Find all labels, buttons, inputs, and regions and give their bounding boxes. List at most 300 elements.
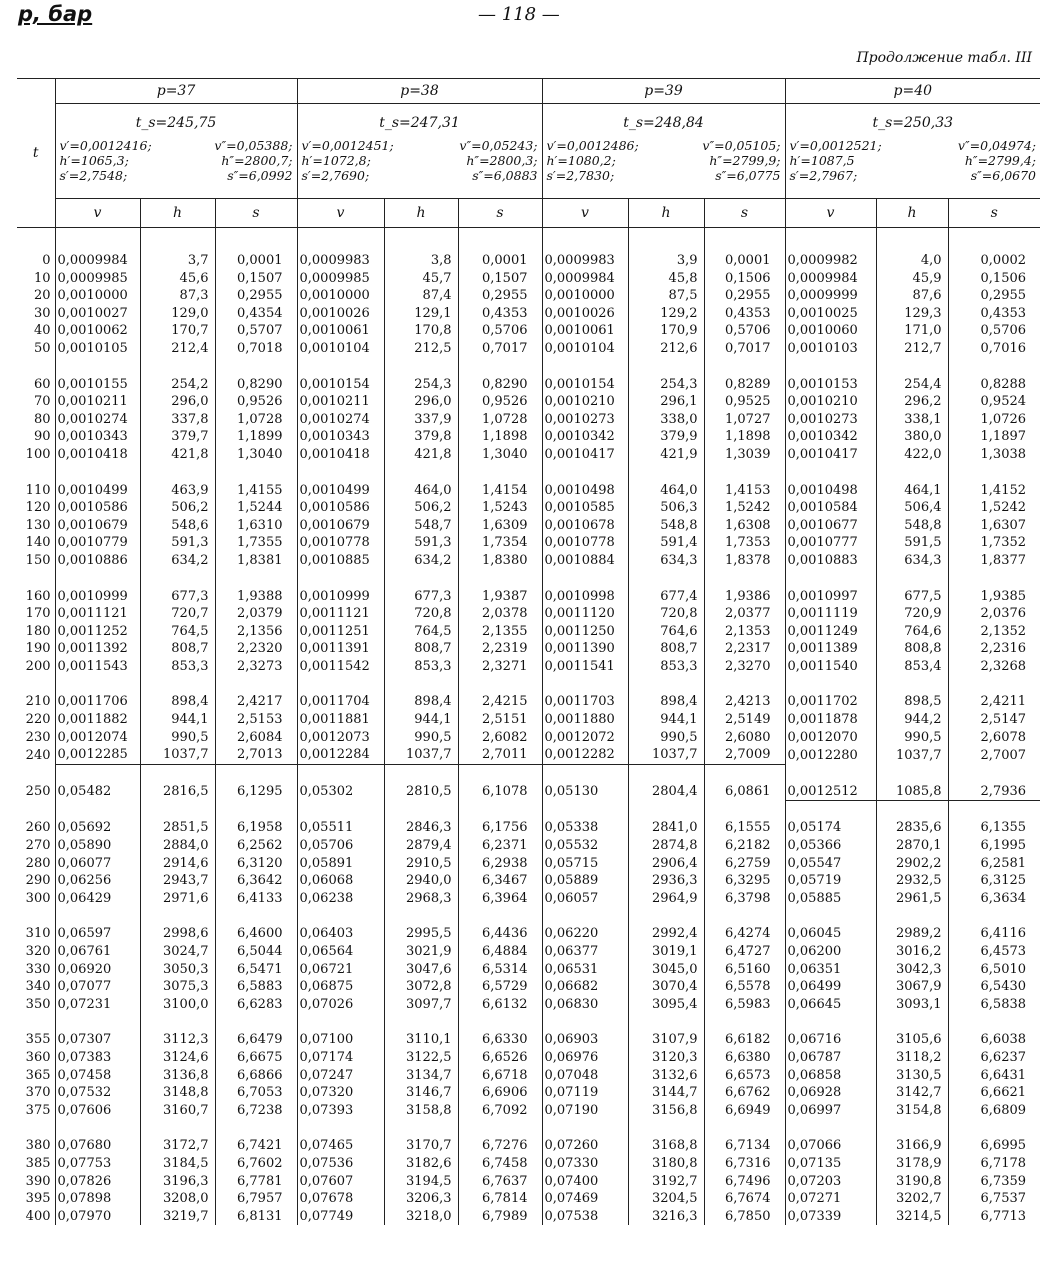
value-cell: 6,6866 [215, 1067, 297, 1085]
value-cell: 2995,5 [384, 925, 458, 943]
value-cell: 379,9 [628, 428, 704, 446]
value-cell: 0,06351 [785, 961, 876, 979]
value-cell: 0,05532 [542, 837, 628, 855]
value-cell: 0,0010273 [542, 411, 628, 429]
value-cell: 3204,5 [628, 1190, 704, 1208]
temperature-cell: 20 [33, 288, 51, 304]
value-cell: 0,05174 [785, 819, 876, 837]
value-cell: 6,3642 [215, 872, 297, 890]
value-cell: 506,2 [384, 499, 458, 517]
value-cell: 129,2 [628, 305, 704, 323]
column-label-v: v [785, 199, 876, 228]
value-cell: 1,3039 [704, 446, 785, 464]
value-cell: 0,0011706 [55, 693, 140, 711]
value-cell: 3042,3 [876, 961, 948, 979]
value-cell: 3142,7 [876, 1084, 948, 1102]
value-cell: 0,0010154 [297, 376, 384, 394]
value-cell: 2,5151 [458, 711, 542, 729]
value-cell: 1037,7 [140, 746, 215, 764]
value-cell: 0,0009982 [785, 252, 876, 270]
value-cell: 0,0011249 [785, 623, 876, 641]
value-cell: 0,0010274 [55, 411, 140, 429]
temperature-cell: 400 [25, 1208, 51, 1224]
value-cell: 2,7007 [948, 746, 1040, 764]
value-cell: 764,6 [628, 623, 704, 641]
temperature-cell: 365 [25, 1067, 51, 1083]
value-cell: 1,8378 [704, 552, 785, 570]
value-cell: 764,5 [384, 623, 458, 641]
temperature-cell: 80 [33, 411, 51, 427]
value-cell: 0,06499 [785, 978, 876, 996]
value-cell: 0,0010499 [297, 482, 384, 500]
value-cell: 3075,3 [140, 978, 215, 996]
value-cell: 0,06077 [55, 855, 140, 873]
value-cell: 3124,6 [140, 1049, 215, 1067]
value-cell: 2,5153 [215, 711, 297, 729]
value-cell: 0,0010498 [542, 482, 628, 500]
value-cell: 0,1506 [704, 270, 785, 288]
value-cell: 0,0010025 [785, 305, 876, 323]
temperature-cell: 250 [25, 784, 51, 800]
value-cell: 0,0010155 [55, 376, 140, 394]
value-cell: 0,0010999 [55, 588, 140, 606]
value-cell: 3218,0 [384, 1208, 458, 1226]
value-cell: 0,2955 [704, 287, 785, 305]
column-label-s: s [948, 199, 1040, 228]
value-cell: 6,7092 [458, 1102, 542, 1120]
saturation-temperature: t_s=247,31 [297, 104, 542, 137]
temperature-cell: 320 [25, 944, 51, 959]
column-label-s: s [704, 199, 785, 228]
value-cell: 0,0009999 [785, 287, 876, 305]
value-cell: 0,9525 [704, 393, 785, 411]
steam-properties-table [17, 78, 1040, 1225]
value-cell: 0,0001 [215, 252, 297, 270]
value-cell: 2,4217 [215, 693, 297, 711]
table-row [17, 1155, 1040, 1173]
temperature-cell: 300 [25, 890, 51, 906]
column-label-s: s [215, 199, 297, 228]
value-cell: 2,2319 [458, 640, 542, 658]
value-cell: 170,8 [384, 322, 458, 340]
temperature-cell: 170 [25, 606, 51, 622]
saturation-value: h′=1065,3; [59, 153, 129, 168]
value-cell: 0,0009984 [542, 270, 628, 288]
pressure-header: p=37 [55, 79, 297, 104]
value-cell: 6,6283 [215, 996, 297, 1014]
value-cell: 2870,1 [876, 837, 948, 855]
table-row [17, 1208, 1040, 1226]
table-row [17, 978, 1040, 996]
value-cell: 0,0010211 [55, 393, 140, 411]
value-cell: 0,07048 [542, 1067, 628, 1085]
value-cell: 0,0011704 [297, 693, 384, 711]
value-cell: 254,3 [628, 376, 704, 394]
value-cell: 0,06928 [785, 1084, 876, 1102]
value-cell: 3202,7 [876, 1190, 948, 1208]
unit-label: p, бар [18, 2, 93, 26]
temperature-cell: 230 [25, 729, 51, 745]
column-label-h: h [140, 199, 215, 228]
value-cell: 6,7316 [704, 1155, 785, 1173]
value-cell: 2,4213 [704, 693, 785, 711]
value-cell: 6,4600 [215, 925, 297, 943]
table-row [17, 996, 1040, 1014]
value-cell: 3107,9 [628, 1031, 704, 1049]
value-cell: 853,3 [140, 658, 215, 676]
value-cell: 338,1 [876, 411, 948, 429]
temperature-cell: 385 [25, 1155, 51, 1171]
value-cell: 6,4133 [215, 890, 297, 908]
temperature-cell: 330 [25, 961, 51, 977]
value-cell: 0,07247 [297, 1067, 384, 1085]
value-cell: 6,3964 [458, 890, 542, 908]
value-cell: 853,3 [384, 658, 458, 676]
value-cell: 2964,9 [628, 890, 704, 908]
value-cell: 506,4 [876, 499, 948, 517]
value-cell: 0,06377 [542, 943, 628, 961]
value-cell: 296,0 [384, 393, 458, 411]
value-cell: 0,8288 [948, 376, 1040, 394]
value-cell: 0,05885 [785, 890, 876, 908]
value-cell: 1,0726 [948, 411, 1040, 429]
value-cell: 0,05511 [297, 819, 384, 837]
value-cell: 3050,3 [140, 961, 215, 979]
saturation-properties [297, 136, 542, 199]
table-row [17, 446, 1040, 464]
temperature-cell: 70 [33, 394, 51, 410]
value-cell: 3160,7 [140, 1102, 215, 1120]
value-cell: 45,9 [876, 270, 948, 288]
value-cell: 0,06858 [785, 1067, 876, 1085]
temperature-cell: 395 [25, 1191, 51, 1207]
value-cell: 2936,3 [628, 872, 704, 890]
value-cell: 3184,5 [140, 1155, 215, 1173]
temperature-cell: 355 [25, 1032, 51, 1048]
value-cell: 0,05891 [297, 855, 384, 873]
value-cell: 170,9 [628, 322, 704, 340]
value-cell: 0,0012282 [542, 746, 628, 764]
value-cell: 3110,1 [384, 1031, 458, 1049]
value-cell: 6,3295 [704, 872, 785, 890]
value-cell: 2914,6 [140, 855, 215, 873]
table-row [17, 270, 1040, 288]
value-cell: 3182,6 [384, 1155, 458, 1173]
value-cell: 0,0009985 [297, 270, 384, 288]
value-cell: 6,5160 [704, 961, 785, 979]
value-cell: 3130,5 [876, 1067, 948, 1085]
table-row [17, 729, 1040, 747]
value-cell: 0,06645 [785, 996, 876, 1014]
value-cell: 853,3 [628, 658, 704, 676]
value-cell: 990,5 [628, 729, 704, 747]
value-cell: 2902,2 [876, 855, 948, 873]
value-cell: 0,4353 [948, 305, 1040, 323]
value-cell: 2,2316 [948, 640, 1040, 658]
value-cell: 0,05302 [297, 783, 384, 801]
value-cell: 3190,8 [876, 1173, 948, 1191]
value-cell: 634,3 [628, 552, 704, 570]
value-cell: 2884,0 [140, 837, 215, 855]
value-cell: 0,0010342 [542, 428, 628, 446]
temperature-cell: 150 [25, 552, 51, 568]
value-cell: 2,6082 [458, 729, 542, 747]
value-cell: 0,0011702 [785, 693, 876, 711]
value-cell: 0,0010417 [785, 446, 876, 464]
value-cell: 0,0010999 [297, 588, 384, 606]
value-cell: 0,05706 [297, 837, 384, 855]
value-cell: 634,2 [384, 552, 458, 570]
table-row [17, 1102, 1040, 1120]
value-cell: 1,0727 [704, 411, 785, 429]
value-cell: 2,7013 [215, 746, 297, 764]
value-cell: 0,0012284 [297, 746, 384, 764]
value-cell: 212,6 [628, 340, 704, 358]
value-cell: 0,06429 [55, 890, 140, 908]
saturation-value: s′=2,7830; [546, 168, 615, 183]
temperature-cell: 270 [25, 838, 51, 854]
value-cell: 0,0010779 [55, 534, 140, 552]
value-cell: 6,7496 [704, 1173, 785, 1191]
value-cell: 6,6906 [458, 1084, 542, 1102]
value-cell: 421,8 [384, 446, 458, 464]
value-cell: 0,0010417 [542, 446, 628, 464]
value-cell: 2,1353 [704, 623, 785, 641]
value-cell: 0,07066 [785, 1137, 876, 1155]
value-cell: 0,0010884 [542, 552, 628, 570]
value-cell: 720,8 [628, 605, 704, 623]
value-cell: 3144,7 [628, 1084, 704, 1102]
value-cell: 0,0010104 [297, 340, 384, 358]
value-cell: 0,07320 [297, 1084, 384, 1102]
value-cell: 2,5147 [948, 711, 1040, 729]
value-cell: 1,9385 [948, 588, 1040, 606]
value-cell: 6,7421 [215, 1137, 297, 1155]
value-cell: 3136,8 [140, 1067, 215, 1085]
value-cell: 0,07135 [785, 1155, 876, 1173]
value-cell: 0,07393 [297, 1102, 384, 1120]
value-cell: 0,07970 [55, 1208, 140, 1226]
saturation-value: s′=2,7548; [59, 168, 128, 183]
value-cell: 764,5 [140, 623, 215, 641]
value-cell: 1,5244 [215, 499, 297, 517]
value-cell: 898,4 [384, 693, 458, 711]
value-cell: 0,0011119 [785, 605, 876, 623]
value-cell: 0,06256 [55, 872, 140, 890]
value-cell: 421,8 [140, 446, 215, 464]
value-cell: 0,9526 [458, 393, 542, 411]
temperature-cell: 200 [25, 658, 51, 674]
value-cell: 0,2955 [458, 287, 542, 305]
value-cell: 808,7 [384, 640, 458, 658]
temperature-cell: 290 [25, 873, 51, 889]
value-cell: 1,3040 [215, 446, 297, 464]
value-cell: 677,5 [876, 588, 948, 606]
value-cell: 0,0011250 [542, 623, 628, 641]
temperature-cell: 220 [25, 712, 51, 728]
value-cell: 0,5706 [704, 322, 785, 340]
value-cell: 808,8 [876, 640, 948, 658]
value-cell: 6,5044 [215, 943, 297, 961]
value-cell: 0,0011392 [55, 640, 140, 658]
value-cell: 6,5983 [704, 996, 785, 1014]
value-cell: 0,0010273 [785, 411, 876, 429]
value-cell: 0,06787 [785, 1049, 876, 1067]
value-cell: 0,0010154 [542, 376, 628, 394]
value-cell: 6,2371 [458, 837, 542, 855]
value-cell: 898,4 [628, 693, 704, 711]
temperature-cell: 90 [33, 429, 51, 445]
value-cell: 6,5838 [948, 996, 1040, 1014]
value-cell: 337,9 [384, 411, 458, 429]
value-cell: 0,07606 [55, 1102, 140, 1120]
value-cell: 0,07190 [542, 1102, 628, 1120]
value-cell: 2,7936 [948, 783, 1040, 801]
value-cell: 3214,5 [876, 1208, 948, 1226]
value-cell: 1037,7 [628, 746, 704, 764]
value-cell: 45,7 [384, 270, 458, 288]
value-cell: 0,0010418 [55, 446, 140, 464]
value-cell: 3047,6 [384, 961, 458, 979]
value-cell: 0,0011121 [55, 605, 140, 623]
value-cell: 548,6 [140, 517, 215, 535]
table-row [17, 1173, 1040, 1191]
value-cell: 0,0012074 [55, 729, 140, 747]
value-cell: 0,07026 [297, 996, 384, 1014]
value-cell: 0,0011389 [785, 640, 876, 658]
value-cell: 2,7009 [704, 746, 785, 764]
continuation-note: Продолжение табл. III [856, 50, 1032, 66]
value-cell: 0,5706 [948, 322, 1040, 340]
value-cell: 0,07458 [55, 1067, 140, 1085]
table-row [17, 482, 1040, 500]
saturation-temperature: t_s=245,75 [55, 104, 297, 137]
value-cell: 1,4154 [458, 482, 542, 500]
value-cell: 2,5149 [704, 711, 785, 729]
table-row [17, 1067, 1040, 1085]
value-cell: 1,8377 [948, 552, 1040, 570]
value-cell: 2,6078 [948, 729, 1040, 747]
value-cell: 463,9 [140, 482, 215, 500]
value-cell: 0,05692 [55, 819, 140, 837]
value-cell: 6,5578 [704, 978, 785, 996]
value-cell: 6,7850 [704, 1208, 785, 1226]
value-cell: 6,5314 [458, 961, 542, 979]
value-cell: 0,0010883 [785, 552, 876, 570]
value-cell: 548,8 [876, 517, 948, 535]
table-row [17, 287, 1040, 305]
value-cell: 0,9526 [215, 393, 297, 411]
value-cell: 0,06682 [542, 978, 628, 996]
value-cell: 6,6526 [458, 1049, 542, 1067]
value-cell: 6,5729 [458, 978, 542, 996]
temperature-cell: 240 [25, 747, 51, 763]
value-cell: 3070,4 [628, 978, 704, 996]
value-cell: 548,7 [384, 517, 458, 535]
value-cell: 0,7017 [458, 340, 542, 358]
value-cell: 0,06830 [542, 996, 628, 1014]
value-cell: 0,07532 [55, 1084, 140, 1102]
value-cell: 0,0010105 [55, 340, 140, 358]
value-cell: 0,06721 [297, 961, 384, 979]
value-cell: 6,7674 [704, 1190, 785, 1208]
value-cell: 6,1355 [948, 819, 1040, 837]
temperature-cell: 350 [25, 996, 51, 1012]
value-cell: 2992,4 [628, 925, 704, 943]
value-cell: 1,7353 [704, 534, 785, 552]
value-cell: 6,7637 [458, 1173, 542, 1191]
value-cell: 677,4 [628, 588, 704, 606]
saturation-value: s′=2,7967; [789, 168, 858, 183]
table-row [17, 499, 1040, 517]
value-cell: 45,8 [628, 270, 704, 288]
value-cell: 3024,7 [140, 943, 215, 961]
value-cell: 6,1958 [215, 819, 297, 837]
value-cell: 0,1507 [215, 270, 297, 288]
value-cell: 548,8 [628, 517, 704, 535]
value-cell: 0,0010026 [297, 305, 384, 323]
value-cell: 0,07826 [55, 1173, 140, 1191]
value-cell: 6,6479 [215, 1031, 297, 1049]
value-cell: 0,06403 [297, 925, 384, 943]
value-cell: 2,4215 [458, 693, 542, 711]
column-label-s: s [458, 199, 542, 228]
value-cell: 3016,2 [876, 943, 948, 961]
value-cell: 0,0010211 [297, 393, 384, 411]
value-cell: 6,4274 [704, 925, 785, 943]
value-cell: 0,0010343 [297, 428, 384, 446]
value-cell: 0,07174 [297, 1049, 384, 1067]
value-cell: 6,6809 [948, 1102, 1040, 1120]
value-cell: 634,2 [140, 552, 215, 570]
value-cell: 0,07749 [297, 1208, 384, 1226]
value-cell: 2,1355 [458, 623, 542, 641]
pressure-header: p=39 [542, 79, 785, 104]
value-cell: 87,4 [384, 287, 458, 305]
value-cell: 6,6380 [704, 1049, 785, 1067]
value-cell: 0,0010061 [297, 322, 384, 340]
value-cell: 506,2 [140, 499, 215, 517]
table-row [17, 340, 1040, 358]
temperature-cell: 100 [25, 446, 51, 462]
value-cell: 720,8 [384, 605, 458, 623]
saturation-temperature: t_s=250,33 [785, 104, 1040, 137]
value-cell: 1,9388 [215, 588, 297, 606]
value-cell: 6,5010 [948, 961, 1040, 979]
value-cell: 898,4 [140, 693, 215, 711]
value-cell: 6,6675 [215, 1049, 297, 1067]
value-cell: 87,5 [628, 287, 704, 305]
value-cell: 0,0009983 [297, 252, 384, 270]
saturation-value: h″=2799,9; [709, 153, 781, 168]
value-cell: 129,1 [384, 305, 458, 323]
value-cell: 0,07330 [542, 1155, 628, 1173]
value-cell: 254,3 [384, 376, 458, 394]
value-cell: 212,5 [384, 340, 458, 358]
value-cell: 0,07898 [55, 1190, 140, 1208]
value-cell: 0,0010342 [785, 428, 876, 446]
table-row [17, 1190, 1040, 1208]
value-cell: 2835,6 [876, 819, 948, 837]
value-cell: 1,1899 [215, 428, 297, 446]
value-cell: 0,0010060 [785, 322, 876, 340]
value-cell: 6,3798 [704, 890, 785, 908]
value-cell: 3172,7 [140, 1137, 215, 1155]
column-label-h: h [876, 199, 948, 228]
value-cell: 3154,8 [876, 1102, 948, 1120]
value-cell: 677,3 [384, 588, 458, 606]
value-cell: 0,05482 [55, 783, 140, 801]
